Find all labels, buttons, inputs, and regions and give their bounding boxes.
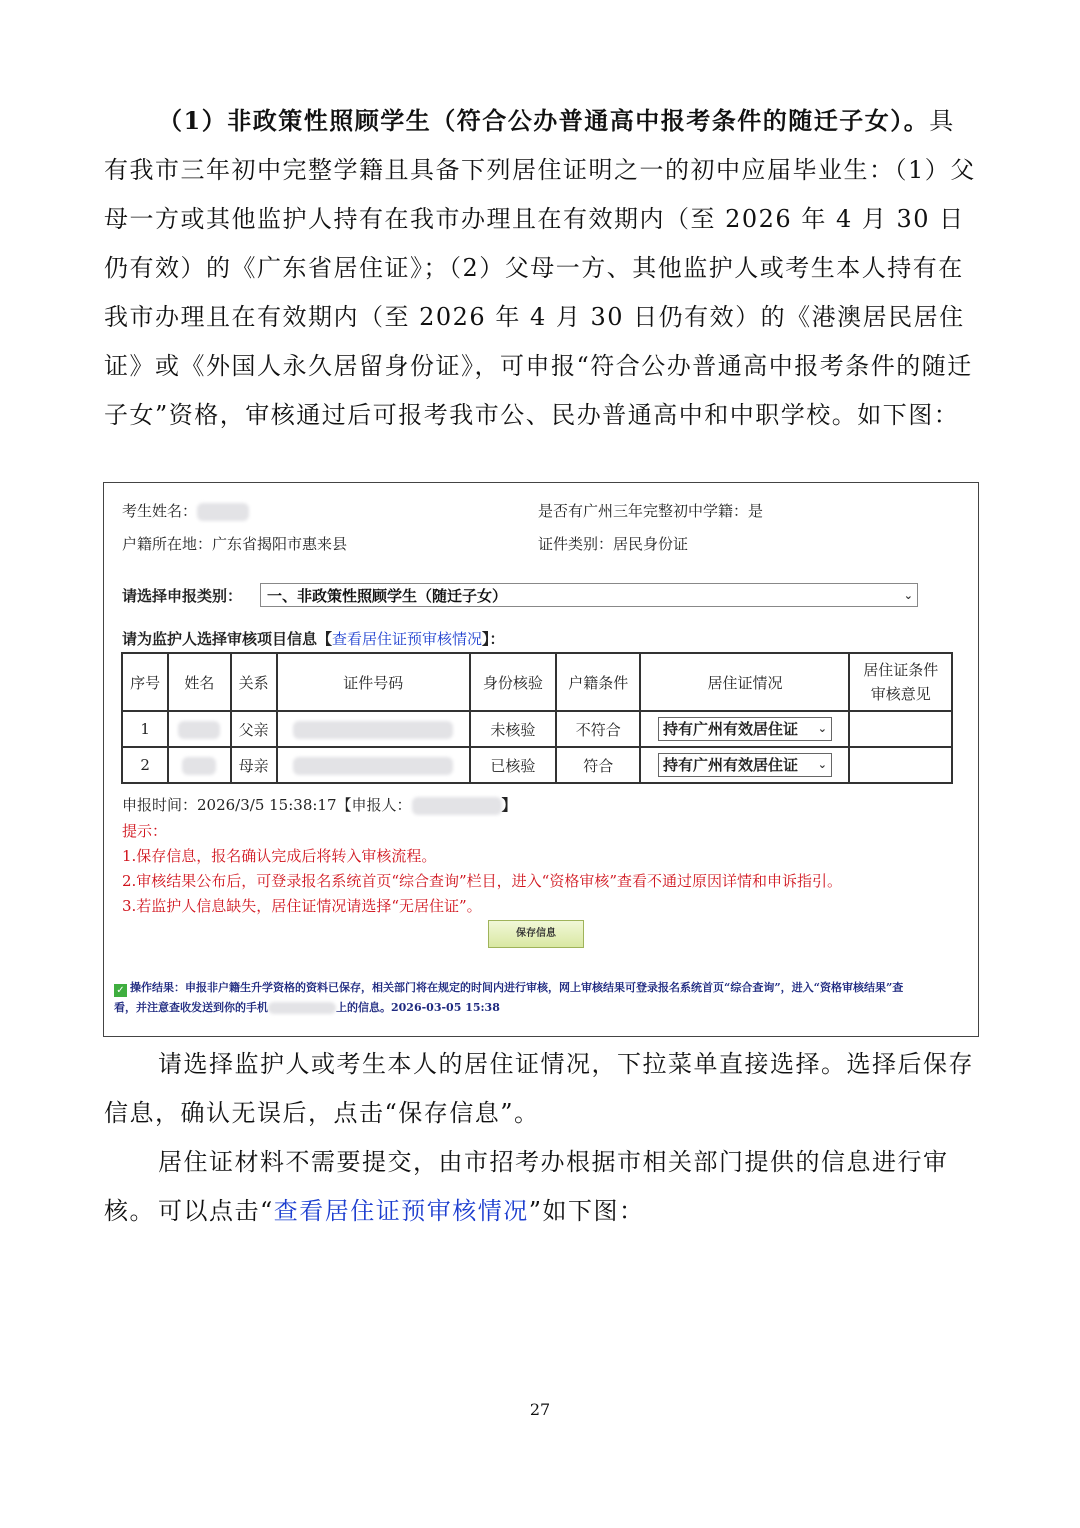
- id-type-value: 居民身份证: [613, 535, 689, 553]
- table-row: [122, 711, 952, 747]
- col-relation: 关系: [231, 653, 277, 711]
- page-number: 27: [529, 1400, 551, 1419]
- instruction-text: 请选择监护人或考生本人的居住证情况，下拉菜单直接选择。选择后保存信息，确认无误后，点击“保存信息”。: [104, 1050, 974, 1127]
- row-name: [168, 747, 230, 783]
- tip-item: 2.审核结果公布后，可登录报名系统首页“综合查询”栏目，进入“资格审核”查看不通过原因详情和申诉指引。: [122, 872, 842, 890]
- row-residence: [640, 711, 849, 747]
- intro-title: （1）非政策性照顾学生（符合公办普通高中报考条件的随迁子女）。: [158, 106, 930, 135]
- row-no: 1: [122, 711, 168, 747]
- result-text-2a: 看，并注意查收发送到你的手机: [114, 1001, 268, 1014]
- student-name-row: [122, 500, 249, 521]
- tips-title: 提示：: [122, 822, 168, 840]
- intro-paragraph: [104, 96, 980, 440]
- tip-item: 1.保存信息，报名确认完成后将转入审核流程。: [122, 847, 437, 865]
- id-number-redacted: [293, 721, 453, 739]
- row-id-number: [277, 747, 470, 783]
- student-name-label: 考生姓名：: [122, 502, 198, 520]
- result-line-1: [114, 978, 964, 998]
- row-hukou: 不符合: [556, 711, 640, 747]
- operation-result: [114, 978, 964, 1018]
- row-name: [168, 711, 230, 747]
- col-name: 姓名: [168, 653, 230, 711]
- save-info-button[interactable]: 保存信息: [488, 920, 584, 948]
- chevron-down-icon: ⌄: [817, 722, 827, 735]
- tips-block: [122, 819, 842, 919]
- row-identity-verify: 未核验: [470, 711, 556, 747]
- submit-suffix: 】: [501, 796, 517, 814]
- submit-time: 申报时间：2026/3/5 15:38:17【申报人：: [122, 796, 412, 814]
- col-hukou: 户籍条件: [556, 653, 640, 711]
- id-type-row: [538, 533, 688, 554]
- table-header-row: [122, 653, 952, 711]
- table-row: [122, 747, 952, 783]
- result-text-2b: 上的信息。2026-03-05 15:38: [336, 1001, 500, 1014]
- chevron-down-icon: ⌄: [817, 758, 827, 771]
- gz-school-value: 是: [748, 502, 764, 520]
- submitter-redacted: [412, 797, 502, 815]
- gz-school-row: [538, 500, 763, 521]
- residence-select-value: 持有广州有效居住证: [662, 756, 798, 774]
- hukou-row: [122, 533, 347, 554]
- id-type-label: 证件类别：: [538, 535, 614, 553]
- residence-select[interactable]: [658, 717, 832, 741]
- category-label: 请选择申报类别：: [122, 587, 243, 605]
- row-hukou: 符合: [556, 747, 640, 783]
- tip-item: 3.若监护人信息缺失，居住证情况请选择“无居住证”。: [122, 897, 482, 915]
- guardian-suffix: 】：: [482, 630, 505, 648]
- chevron-down-icon: ⌄: [903, 589, 913, 602]
- category-select[interactable]: [260, 583, 918, 607]
- row-relation: 母亲: [231, 747, 277, 783]
- link-prefix: 可以点击“: [158, 1197, 274, 1225]
- col-residence-opinion: [849, 653, 952, 711]
- col-identity-verify: 身份核验: [470, 653, 556, 711]
- name-redacted: [178, 721, 220, 739]
- check-icon: ✓: [114, 984, 127, 997]
- instruction-paragraph: [104, 1040, 980, 1138]
- link-paragraph: [104, 1187, 980, 1236]
- id-number-redacted: [293, 757, 453, 775]
- row-no: 2: [122, 747, 168, 783]
- phone-redacted: [268, 1002, 336, 1014]
- category-select-value: 一、非政策性照顾学生（随迁子女）: [267, 587, 508, 605]
- screenshot-panel: [103, 482, 979, 1037]
- residence-select[interactable]: [658, 753, 832, 777]
- hukou-value: 广东省揭阳市惠来县: [212, 535, 348, 553]
- guardian-prefix: 请为监护人选择审核项目信息【: [122, 630, 333, 648]
- hukou-label: 户籍所在地：: [122, 535, 213, 553]
- submit-info: [122, 794, 517, 815]
- student-name-redacted: [197, 503, 249, 521]
- row-relation: 父亲: [231, 711, 277, 747]
- row-id-number: [277, 711, 470, 747]
- row-residence-opinion: [849, 747, 952, 783]
- row-identity-verify: 已核验: [470, 747, 556, 783]
- materials-text: 居住证材料不需要提交，由市招考办根据市相关部门提供的信息进行审核。: [104, 1148, 949, 1225]
- name-redacted: [182, 757, 216, 775]
- col-no: 序号: [122, 653, 168, 711]
- gz-school-label: 是否有广州三年完整初中学籍：: [538, 502, 749, 520]
- view-residence-precheck-text-link[interactable]: 查看居住证预审核情况: [273, 1197, 529, 1225]
- intro-body: 具有我市三年初中完整学籍且具备下列居住证明之一的初中应届毕业生：（1）父母一方或其他监护人持有在我市办理且在有效期内（至 2026 年 4 月 30 日仍有效）的《广东省居住证》；（2）父母一方、其他监护人或考生本人持有在我市办理且在有效期内（至 2026 年 4 月 30 日仍有效）的《港澳居民居住证》或《外国人永久居留身份证》，可申报“符合公办普通高中报考条件的随迁子女”资格，审核通过后可报考我市公、民办普通高中和中职学校。如下图：: [104, 107, 976, 429]
- result-text-1: 操作结果：申报非户籍生升学资格的资料已保存，相关部门将在规定的时间内进行审核，网上审核结果可登录报名系统首页“综合查询”，进入“资格审核结果”查: [130, 981, 904, 994]
- link-suffix: ”如下图：: [528, 1197, 645, 1225]
- col-id-number: 证件号码: [277, 653, 470, 711]
- residence-select-value: 持有广州有效居住证: [662, 720, 798, 738]
- col-residence: 居住证情况: [640, 653, 849, 711]
- result-line-2: [114, 998, 964, 1018]
- row-residence: [640, 747, 849, 783]
- view-residence-precheck-link[interactable]: 查看居住证预审核情况: [332, 630, 483, 648]
- guardian-table: [121, 652, 953, 784]
- col-residence-opinion-label: 居住证条件审核意见: [863, 661, 939, 703]
- guardian-line: [122, 628, 505, 649]
- row-residence-opinion: [849, 711, 952, 747]
